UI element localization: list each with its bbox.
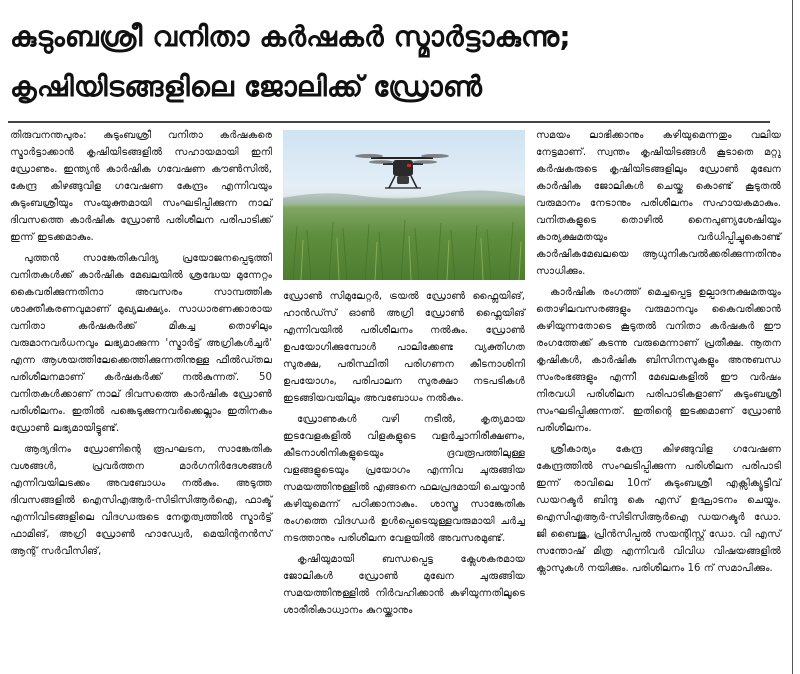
- drone-over-paddy-field-icon: [283, 130, 525, 280]
- column-3-paragraph-1: സമയം ലാഭിക്കാനും കഴിയുമെന്നതും വലിയ നേട്ടമാണ്. സ്വന്തം കൃഷിയിടങ്ങൾ കൂടാതെ മറ്റു കർഷകരുടെ കൃഷിയിടങ്ങളിലും ഡ്രോൺ മുഖേന കാർഷിക ജോലികൾ ചെയ്തു കൊണ്ട് കൂടുതൽ വരുമാനം നേടാനും പരിശീലനം സഹായകമാകും. വനിതകളുടെ തൊഴിൽ നൈപുണ്യശേഷിയും കാര്യക്ഷമതയും വർധിപ്പിച്ചുകൊണ്ട് കാർഷികമേഖലയെ ആധുനികവൽക്കരിക്കുന്നതിനും സാധിക്കും.: [536, 130, 781, 277]
- page-edge-line: [792, 0, 793, 674]
- headline-line-1: കുടുംബശ്രീ വനിതാ കർഷകർ സ്മാർട്ടാകുന്നു;: [10, 20, 571, 53]
- column-1-paragraph-2: പുത്തൻ സാങ്കേതികവിദ്യ പ്രയോജനപ്പെടുത്തി വനിതകൾക്ക് കാർഷിക മേഖലയിൽ ശ്രദ്ധേയ മുന്നേറ്റം കൈവരിക്കുന്നതിനാ അവസരം സാമ്പത്തിക ശാക്തീകരണവുമാണ് മുഖ്യലക്ഷ്യം. സാധാരണക്കാരായ വനിതാ കർഷകർക്ക് മികച്ച തൊഴിലും വരുമാനവർധനവും ലഭ്യമാക്കുന്ന 'സ്മാർട്ട് അഗ്രികൾച്ചർ' എന്ന ആശയത്തിലേക്കെത്തിക്കുന്നതിനുള്ള ഫീൽഡ്തല പരിശീലനമാണ് കർഷകർക്ക് നൽകുന്നത്. 50 വനിതകൾക്കാണ് നാല് ദിവസത്തെ കാർഷിക ഡ്രോൺ പരിശീലനം. ഇതിൽ പങ്കെടുക്കുന്നവർക്കെല്ലാം ഇതിനകം ഡ്രോൺ ലഭ്യമായിട്ടുണ്ട്.: [10, 253, 272, 434]
- column-2-paragraph-1: ഡ്രോൺ സിമുലേറ്റർ, ട്രയൽ ഡ്രോൺ ഫ്ലൈയിങ്, ഹാൻഡ്സ് ഓൺ അഗ്രി ഡ്രോൺ ഫ്ലൈയിങ് എന്നിവയിൽ പരിശീലനം നൽകും. ഡ്രോൺ ഉപയോഗിക്കുമ്പോൾ പാലിക്കേണ്ട വ്യക്തിഗത സുരക്ഷ, പരിസ്ഥിതി പരിഗണന കീടനാശിനി ഉപയോഗം, പരിപാലന സുരക്ഷാ നടപടികൾ ഇടങ്ങിയവയിലും അവബോധം നൽകും.: [283, 291, 525, 404]
- article-photo: [283, 130, 525, 280]
- column-3-paragraph-3: ശ്രീകാര്യം കേന്ദ്ര കിഴങ്ങുവിള ഗവേഷണ കേന്ദ്രത്തിൽ സംഘടിപ്പിക്കുന്ന പരിശീലന പരിപാടി ഇന്ന് രാവിലെ 10ന് കുടുംബശ്രീ എക്സിക്യൂട്ടീവ് ഡയറക്ടർ ബിന്ദു കെ എസ് ഉദ്ഘാടനം ചെയ്യും. ഐസിഎആർ-സിടിസിആർഐ ഡയറക്ടർ ഡോ. ജി ബൈജു, പ്രിൻസിപ്പൽ സയന്റിസ്റ്റ് ഡോ. വി എസ് സന്തോഷ് മിത്ര എന്നിവർ വിവിധ വിഷയങ്ങളിൽ ക്ലാസുകൾ നയിക്കും. പരിശീലനം 16 ന് സമാപിക്കും.: [536, 444, 781, 574]
- column-2-paragraph-3: കൃഷിയുമായി ബന്ധപ്പെട്ട ക്ലേശകരമായ ജോലികൾ ഡ്രോൺ മുഖേന ചുരുങ്ങിയ സമയത്തിനുള്ളിൽ നിർവഹിക്കാൻ കഴിയുന്നതിലൂടെ ശാരീരികാധ്വാനം കുറയ്ക്കാനും: [283, 554, 525, 616]
- article-column-2: [283, 288, 525, 623]
- headline: [10, 12, 770, 112]
- headline-line-2: കൃഷിയിടങ്ങളിലെ ജോലിക്ക് ഡ്രോൺ: [10, 70, 483, 103]
- column-1-paragraph-3: ആദ്യദിനം ഡ്രോണിന്റെ രൂപഘടന, സാങ്കേതിക വശങ്ങൾ, പ്രവർത്തന മാർഗനിർദേശങ്ങൾ എന്നിവയിലടക്കം അവബോധം നൽകും. അടുത്ത ദിവസങ്ങളിൽ ഐസിഎആർ-സിടിസിആർഐ, ഫാക്ട് എന്നിവിടങ്ങളിലെ വിദഗ്ധരുടെ നേതൃത്വത്തിൽ സ്മാർട്ട് ഫാമിങ്, അഗ്രി ഡ്രോൺ ഹാഡ്വേർ, മെയിന്റനൻസ് ആന്റ് സർവീസിങ്,: [10, 444, 272, 557]
- article-column-1: [10, 127, 272, 564]
- column-2-paragraph-2: ഡ്രോണുകൾ വഴി നടീൽ, കൃത്യമായ ഇടവേളകളിൽ വിളകളുടെ വളർച്ചാനിരീക്ഷണം, കീടനാശിനികളുടെയും ദ്രവരൂപത്തിലുള്ള വളങ്ങളുടെയും പ്രയോഗം എന്നിവ ചുരുങ്ങിയ സമയത്തിനുള്ളിൽ എങ്ങനെ ഫലപ്രദമായി ചെയ്യാൻ കഴിയുമെന്ന് പഠിക്കാനാകും. ശാസ്ത്ര സാങ്കേതിക രംഗത്തെ വിദഗ്ധർ ഉൾപ്പെടെയുള്ളവരുമായി ചർച്ച നടത്താനും പരിശീലന വേളയിൽ അവസരമുണ്ട്.: [283, 414, 525, 544]
- column-1-paragraph-1: തിരുവനന്തപുരം: കുടുംബശ്രീ വനിതാ കർഷകരെ സ്മാർട്ടാക്കാൻ കൃഷിയിടങ്ങളിൽ സഹായമായി ഇനി ഡ്രോണും. ഇന്ത്യൻ കാർഷിക ഗവേഷണ കൗൺസിൽ, കേന്ദ്ര കിഴങ്ങുവിള ഗവേഷണ കേന്ദ്രം എന്നിവയും കുടുംബശ്രീയും സംയുക്തമായി സംഘടിപ്പിക്കുന്ന നാല് ദിവസത്തെ കാർഷിക ഡ്രോൺ പരിശീലന പരിപാടിക്ക് ഇന്ന് ഇടക്കമാകും.: [10, 130, 272, 243]
- column-3-paragraph-2: കാർഷിക രംഗത്ത് മെച്ചപ്പെട്ട ഉല്പാദനക്ഷമതയും തൊഴിലവസരങ്ങളും വരുമാനവും കൈവരിക്കാൻ കഴിയുന്നതോടെ കൂടുതൽ വനിതാ കർഷകർ ഈ രംഗത്തേക്ക് കടന്നു വരുമെന്നാണ് പ്രതീക്ഷ. നൂതന കൃഷികൾ, കാർഷിക ബിസിനസുകളും അനുബന്ധ സംരംഭങ്ങളും എന്നീ മേഖലകളിൽ ഈ വർഷം നിരവധി പരിശീലന പരിപാടികളാണ് കുടുംബശ്രീ സംഘടിപ്പിക്കുന്നത്. ഇതിന്റെ ഇടക്കമാണ് ഡ്രോൺ പരിശീലനം.: [536, 287, 781, 434]
- headline-divider: [8, 121, 770, 123]
- article-column-3: [536, 127, 781, 581]
